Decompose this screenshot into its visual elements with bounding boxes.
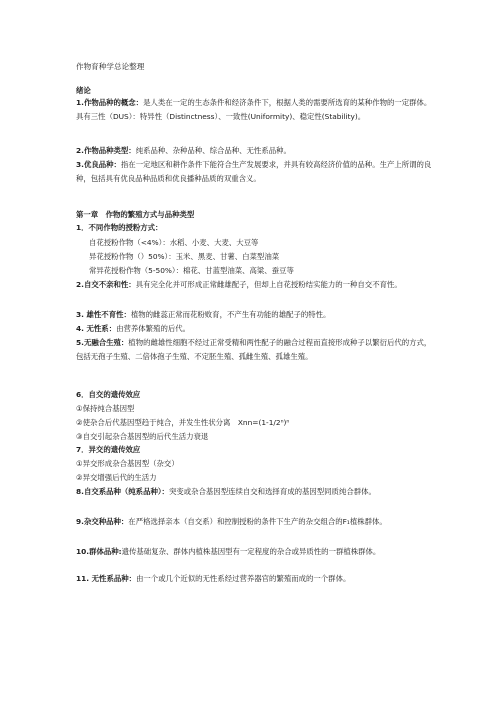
paragraph-label: 11. 无性系品种： — [76, 574, 137, 583]
paragraph-variety-concept — [76, 96, 432, 124]
paragraph-self-incompatibility — [76, 278, 432, 292]
paragraph-text: 具有完全化并可形成正常雌雄配子，但却上自花授粉结实能力的一种自交不育性。 — [135, 280, 402, 289]
document-title: 作物育种学总论整理 — [76, 62, 145, 71]
paragraph-population-variety — [76, 545, 432, 559]
paragraph-label: 5.无融合生殖： — [76, 338, 129, 347]
chapter-heading: 第一章 作物的繁殖方式与品种类型 — [76, 210, 195, 219]
paragraph-label: 3.优良品种： — [76, 160, 121, 169]
paragraph-text: 指在一定地区和耕作条件下能符合生产发展要求，并具有较高经济价值的品种。生产上所谓的良种，包括具有优良品种品质和优良播种品质的双重含义。 — [76, 160, 432, 183]
paragraph-male-sterility — [76, 310, 432, 320]
list-item: ①异交形成杂合基因型（杂交） — [76, 459, 179, 468]
paragraph-text: 植物的雌蕊正常而花粉败育，不产生有功能的雄配子的特性。 — [130, 310, 331, 319]
paragraph-label: 1.作物品种的概念： — [76, 98, 144, 107]
paragraph-apomixis — [76, 336, 432, 364]
paragraph-superior-variety — [76, 158, 432, 186]
paragraph-label: 3. 雄性不育性： — [76, 310, 131, 319]
paragraph-inbred-variety — [76, 485, 432, 499]
paragraph-text: 遗传基础复杂、群体内植株基因型有一定程度的杂合或异质性的一群植株群体。 — [121, 547, 381, 556]
paragraph-clone — [76, 324, 432, 334]
paragraph-label: 2.自交不亲和性： — [76, 280, 136, 289]
paragraph-text: 纯系品种、杂种品种、综合品种、无性系品种。 — [135, 146, 291, 155]
list-item: 自花授粉作物（<4%）：水稻、小麦、大麦、大豆等 — [89, 238, 259, 247]
list-item: 常异花授粉作物（5-50%）：棉花、甘蓝型油菜、高粱、蚕豆等 — [89, 266, 294, 275]
paragraph-label: 10.群体品种: — [76, 547, 122, 556]
paragraph-variety-types — [76, 146, 432, 156]
paragraph-text: 植物的雌雄性细胞不经过正常受精和两性配子的融合过程而直接形成种子以繁衍后代的方式，包括无孢子生殖、二倍体孢子生殖、不定胚生殖、孤雌生殖、孤雄生殖。 — [76, 338, 432, 361]
list-item: ③自交引起杂合基因型的后代生活力衰退 — [76, 432, 209, 441]
list-item: ①保持纯合基因型 — [76, 404, 135, 413]
paragraph-text: 由一个或几个近似的无性系经过营养器官的繁殖而成的一个群体。 — [136, 574, 351, 583]
paragraph-text: 在严格选择亲本（自交系）和控制授粉的条件下生产的杂交组合的F₁植株群体。 — [128, 517, 387, 526]
list-item: 异花授粉作物（）50%）：玉米、黑麦、甘薯、白菜型油菜 — [89, 252, 280, 261]
paragraph-label: 4. 无性系： — [76, 324, 117, 333]
paragraph-text: 是人类在一定的生态条件和经济条件下，根据人类的需要所选育的某种作物的一定群体。具有三性（DUS）：特异性（Distinctness）、一致性(Uniformity)、稳定性(Stability)。 — [76, 98, 432, 121]
section-heading-pollination: 1．不同作物的授粉方式： — [76, 223, 163, 232]
intro-heading: 绪论 — [76, 86, 91, 95]
paragraph-text: 由营养体繁殖的后代。 — [116, 324, 191, 333]
paragraph-label: 9.杂交种品种： — [76, 517, 129, 526]
paragraph-label: 8.自交系品种（纯系品种）： — [76, 487, 169, 496]
section-heading-outcrossing: 7．异交的遗传效应 — [76, 445, 141, 454]
section-heading-selfing: 6．自交的遗传效应 — [76, 390, 141, 399]
paragraph-hybrid-variety — [76, 515, 432, 529]
paragraph-label: 2.作物品种类型： — [76, 146, 136, 155]
list-item: ②使杂合后代基因型趋于纯合，并发生性状分离 Xnn=(1-1/2ⁿ)ⁿ — [76, 418, 290, 427]
paragraph-clonal-variety — [76, 574, 432, 584]
paragraph-text: 突变或杂合基因型连续自交和选择育成的基因型同质纯合群体。 — [168, 487, 376, 496]
list-item: ②异交增强后代的生活力 — [76, 473, 157, 482]
